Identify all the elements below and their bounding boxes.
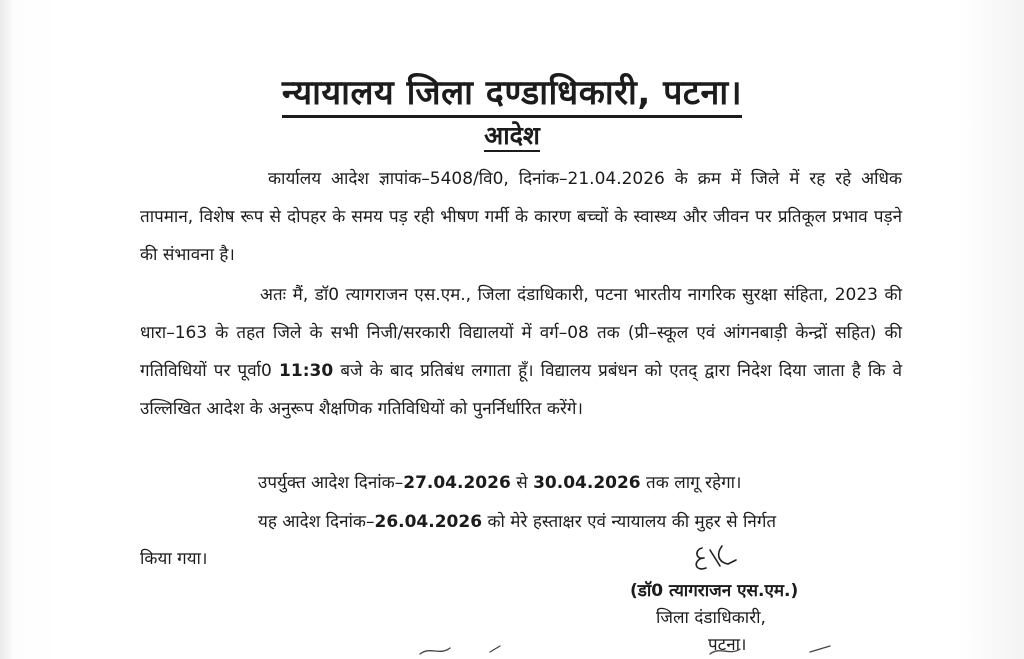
order-time: 11:30	[279, 361, 334, 381]
paragraph-order	[140, 276, 902, 428]
issue-date: 26.04.2026	[374, 512, 483, 532]
paragraph-validity: उपर्युक्त आदेश दिनांक–27.04.2026 से 30.04.2026 तक लागू रहेगा।	[258, 473, 742, 493]
paragraph-reference: कार्यालय आदेश ज्ञापांक–5408/वि0, दिनांक–21.04.2026 के क्रम में जिले में रह रहे अधिक तापमान, विशेष रूप से दोपहर के समय पड़ रही भीषण गर्मी के कारण बच्चों के स्वास्थ्य और जीवन पर प्रतिकूल प्रभाव पड़ने की संभावना है।	[140, 169, 902, 265]
court-title: न्यायालय जिला दण्डाधिकारी, पटना।	[0, 68, 1024, 114]
validity-from-date: 27.04.2026	[403, 473, 511, 493]
handwritten-signature	[690, 540, 750, 576]
validity-to-date: 30.04.2026	[533, 473, 641, 493]
paragraph-issue: यह आदेश दिनांक–26.04.2026 को मेरे हस्ताक्षर एवं न्यायालय की मुहर से निर्गत	[258, 512, 777, 532]
signatory-place: पटना।	[708, 635, 747, 655]
paragraph-issue-end: किया गया।	[140, 549, 208, 569]
order-heading: आदेश	[484, 121, 540, 150]
order-text-end: बजे के बाद प्रतिबंध लगाता हूँ। विद्यालय प्रबंधन को एतद् द्वारा निदेश दिया जाता है कि वे उल्लिखित आदेश के अनुरूप शैक्षणिक गतिविधियों को पुनर्निर्धारित करेंगे।	[140, 361, 903, 419]
order-text-start: अतः मैं, डॉ0 त्यागराजन एस.एम., जिला दंडाधिकारी, पटना भारतीय नागरिक सुरक्षा संहिता, 2023 की धारा–163 के तहत जिले के सभी निजी/सरकारी विद्यालयों में वर्ग–08 तक (प्री–स्कूल एवं आंगनबाड़ी केन्द्रों सहित) की गतिविधियों पर पूर्वा0	[140, 285, 902, 381]
signatory-designation: जिला दंडाधिकारी,	[656, 608, 766, 628]
signatory-name: (डॉ0 त्यागराजन एस.एम.)	[630, 581, 799, 601]
cut-off-handwriting	[410, 640, 870, 659]
